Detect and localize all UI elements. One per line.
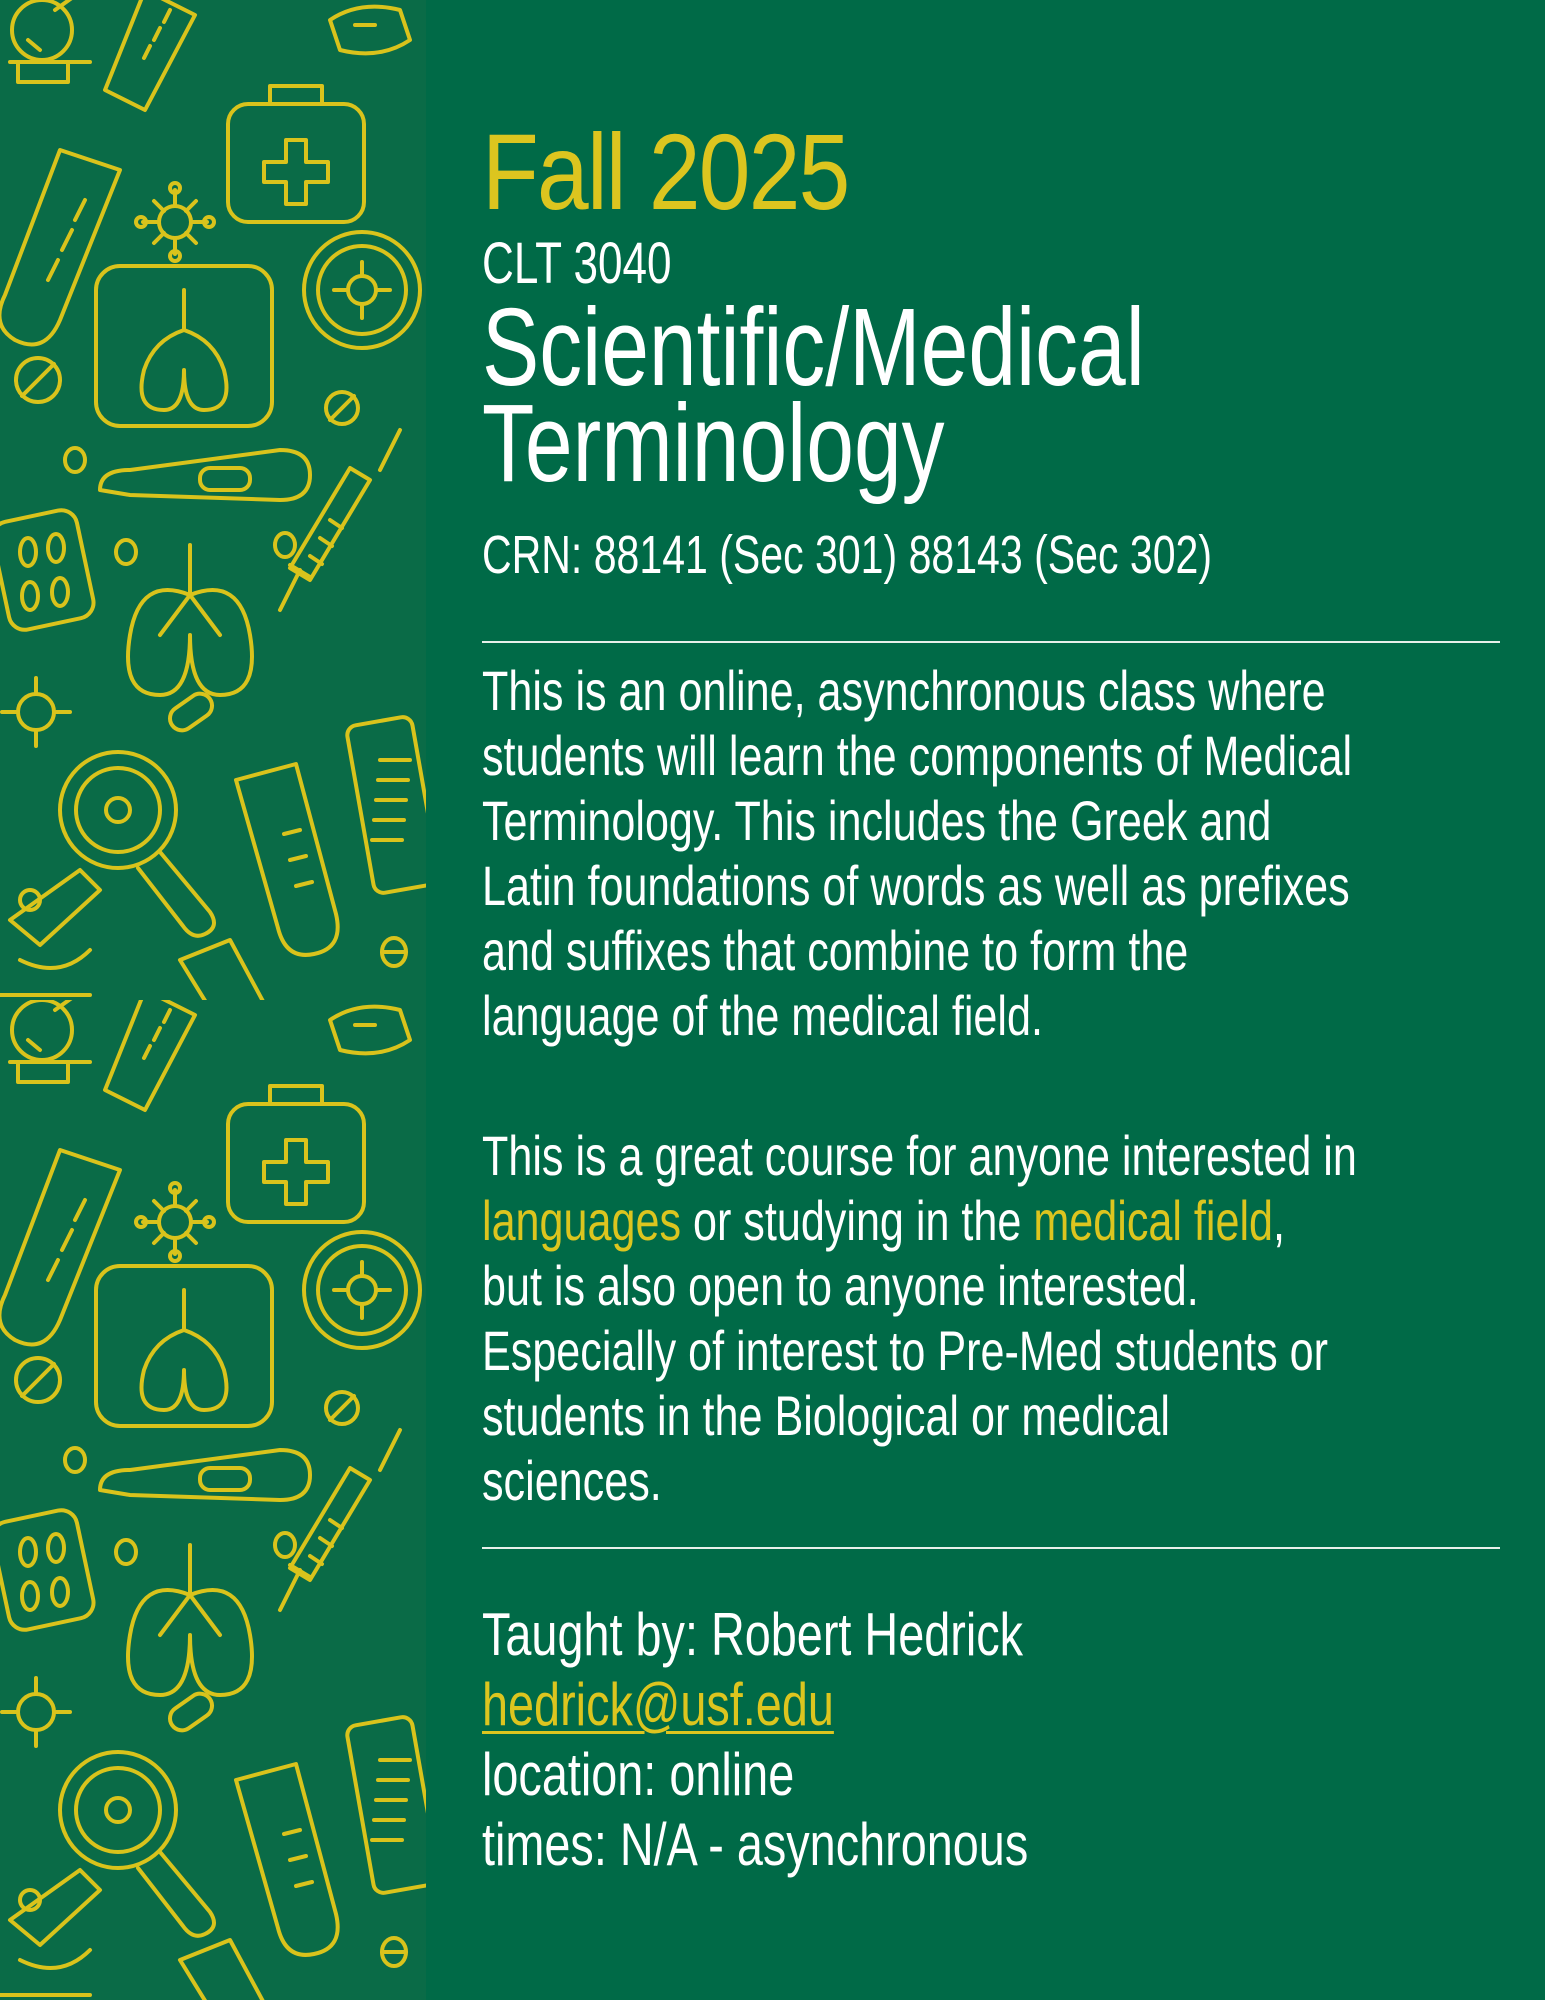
- description-line: students in the Biological or medical: [482, 1384, 1170, 1447]
- semester-heading: Fall 2025: [482, 111, 849, 232]
- description-line: This is a great course for anyone interested in: [482, 1124, 1357, 1187]
- highlight-medical-field: medical field: [1033, 1189, 1274, 1252]
- description-text: or studying in the: [681, 1189, 1034, 1252]
- description-text: ,: [1273, 1189, 1286, 1252]
- description-line: and suffixes that combine to form the: [482, 919, 1189, 982]
- description-line: language of the medical field.: [482, 984, 1043, 1047]
- description-line: students will learn the components of Medical: [482, 724, 1353, 787]
- description-line: but is also open to anyone interested.: [482, 1254, 1199, 1317]
- description-line: This is an online, asynchronous class where: [482, 659, 1326, 722]
- description-line: sciences.: [482, 1449, 662, 1512]
- instructor: Taught by: Robert Hedrick: [482, 1601, 1024, 1668]
- description-line: Terminology. This includes the Greek and: [482, 789, 1272, 852]
- meeting-times: times: N/A - asynchronous: [482, 1811, 1029, 1878]
- highlight-languages: languages: [482, 1189, 682, 1252]
- divider-bottom: [482, 1547, 1500, 1549]
- medical-icon-pattern: [0, 0, 426, 2000]
- description-line: Latin foundations of words as well as prefixes: [482, 854, 1350, 917]
- medical-icon-pattern-panel: [0, 0, 426, 2000]
- location: location: online: [482, 1741, 795, 1808]
- course-info: [482, 1600, 1182, 1880]
- description-paragraph-2: [482, 1123, 1545, 1513]
- course-title-line-1: Scientific/Medical: [482, 286, 1145, 409]
- course-code: CLT 3040: [482, 231, 672, 296]
- crn-numbers: CRN: 88141 (Sec 301) 88143 (Sec 302): [482, 525, 1213, 585]
- instructor-email-link[interactable]: hedrick@usf.edu: [482, 1671, 834, 1738]
- course-title: [482, 286, 1145, 505]
- description-line: Especially of interest to Pre-Med students or: [482, 1319, 1329, 1382]
- course-title-line-2: Terminology: [482, 382, 945, 505]
- description-paragraph-1: [482, 658, 1545, 1048]
- divider-top: [482, 641, 1500, 643]
- description-line: [482, 1188, 1357, 1253]
